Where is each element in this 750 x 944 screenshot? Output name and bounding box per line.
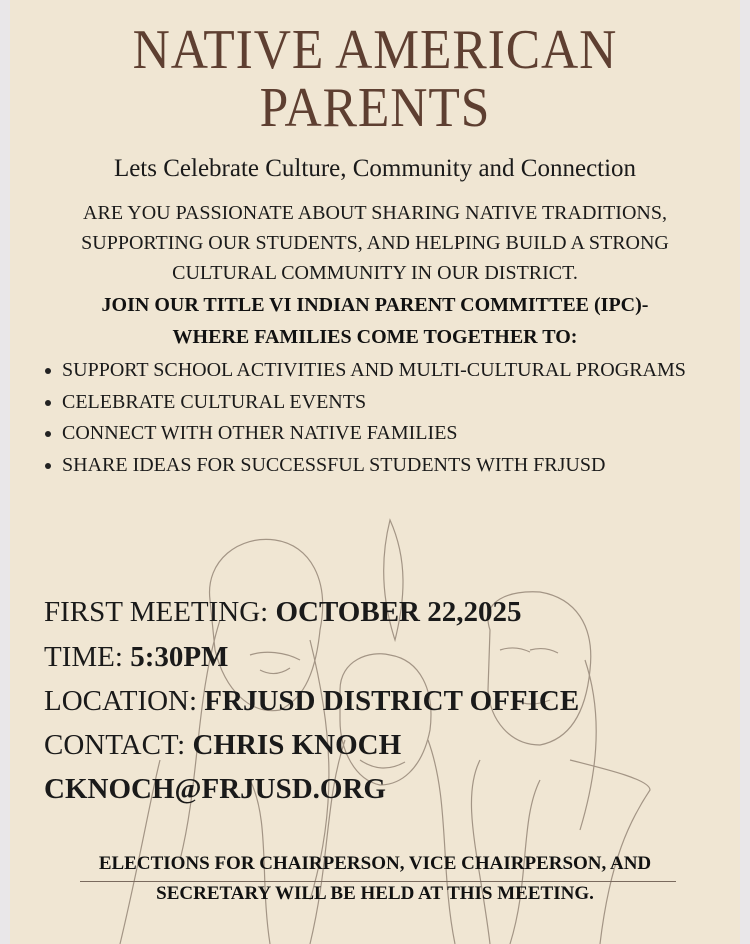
- first-meeting-date: OCTOBER 22,2025: [275, 596, 522, 628]
- list-item: [42, 418, 702, 450]
- time-label: TIME:: [44, 641, 131, 673]
- location-label: LOCATION:: [44, 685, 205, 717]
- contact-email: [44, 773, 386, 806]
- email-link[interactable]: CKNOCH@FRJUSD.ORG: [44, 773, 386, 805]
- first-meeting-label: FIRST MEETING:: [44, 596, 276, 628]
- elections-line: ELECTIONS FOR CHAIRPERSON, VICE CHAIRPERSON, AND: [98, 853, 652, 874]
- list-item-text: SUPPORT SCHOOL ACTIVITIES AND MULTI-CULTURAL PROGRAMS: [62, 359, 686, 381]
- meeting-time: [44, 641, 228, 674]
- meeting-location: [44, 685, 579, 718]
- meeting-contact: [44, 729, 401, 762]
- title-line-1: NATIVE AMERICAN: [132, 19, 618, 81]
- list-item: [42, 355, 702, 387]
- list-item-text: CONNECT WITH OTHER NATIVE FAMILIES: [62, 422, 458, 444]
- list-item-text: CELEBRATE CULTURAL EVENTS: [62, 390, 367, 413]
- location-value: FRJUSD DISTRICT OFFICE: [204, 685, 580, 717]
- tagline: Lets Celebrate Culture, Community and Connection: [113, 155, 637, 182]
- contact-name: CHRIS KNOCH: [192, 729, 402, 761]
- divider: [80, 881, 676, 882]
- intro-line: ARE YOU PASSIONATE ABOUT SHARING NATIVE TRADITIONS,: [83, 202, 667, 224]
- intro-line: SUPPORTING OUR STUDENTS, AND HELPING BUILD A STRONG: [81, 232, 669, 254]
- contact-label: CONTACT:: [44, 729, 193, 761]
- activities-list: [42, 355, 702, 481]
- time-value: 5:30PM: [130, 641, 229, 673]
- list-item-text: SHARE IDEAS FOR SUCCESSFUL STUDENTS WITH FRJUSD: [62, 453, 606, 476]
- elections-line: SECRETARY WILL BE HELD AT THIS MEETING.: [156, 883, 594, 904]
- list-item: [42, 387, 702, 419]
- list-item: [42, 450, 702, 482]
- flyer-page: [10, 0, 740, 944]
- title-line-2: PARENTS: [259, 77, 491, 139]
- join-line: WHERE FAMILIES COME TOGETHER TO:: [172, 326, 578, 348]
- intro-line: CULTURAL COMMUNITY IN OUR DISTRICT.: [172, 262, 578, 284]
- join-line: JOIN OUR TITLE VI INDIAN PARENT COMMITTEE (IPC)-: [101, 294, 649, 316]
- first-meeting: [44, 596, 522, 629]
